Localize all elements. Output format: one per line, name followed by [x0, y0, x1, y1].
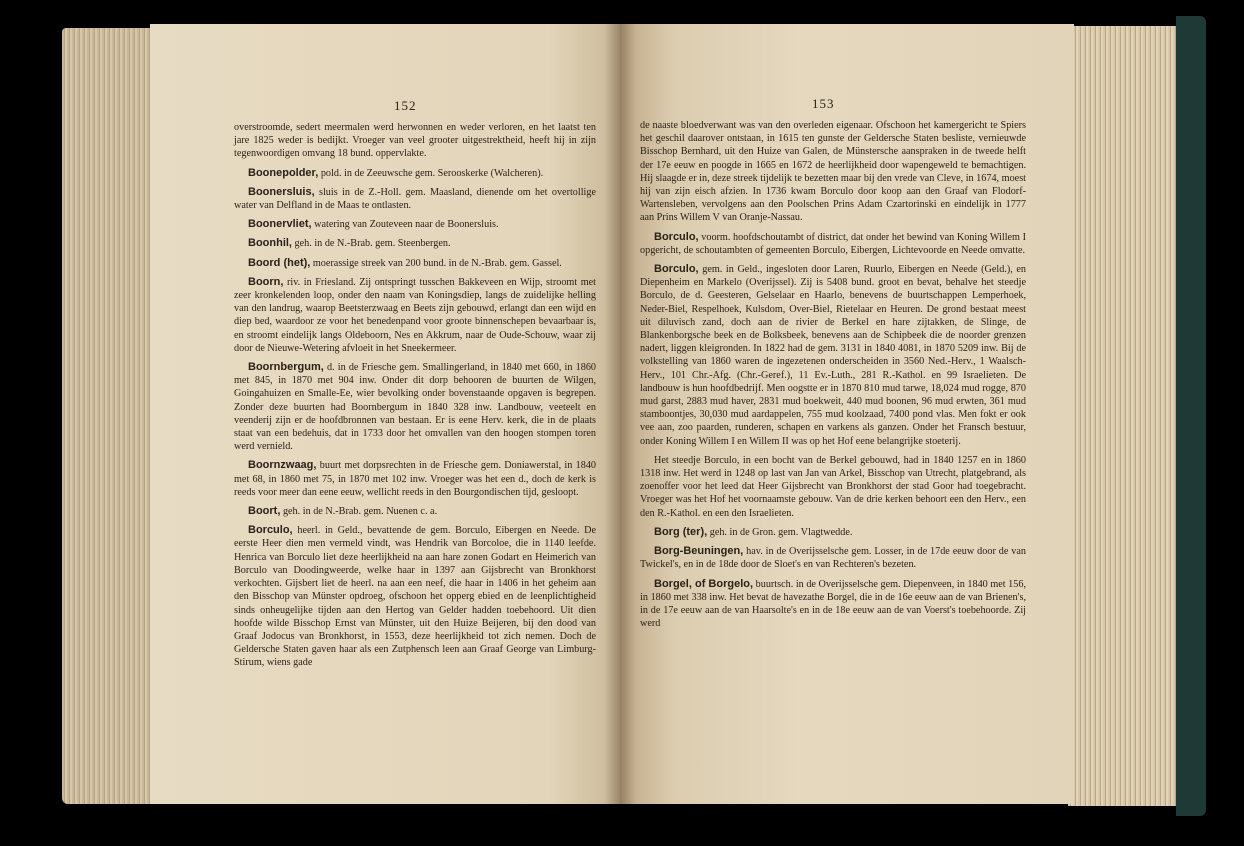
- page-number: 152: [394, 98, 417, 113]
- entry: overstroomde, sedert meermalen werd herwonnen en weder verloren, en het laatst ten jare 1825 weder is bedijkt. Vroeger van veel grooter uitgestrektheid, heeft hij in zijn tegenwoordigen omvang 18 bund. oppervlakte.: [234, 122, 596, 160]
- entry: Borg-Beuningen, hav. in de Overijsselsche gem. Losser, in de 17de eeuw door de van Twickel's, en in de 18de door de Sloet's en van Rechteren's bezeten.: [640, 545, 1027, 571]
- entry-headword: Boonervliet,: [248, 218, 312, 231]
- entry: Boonhil, geh. in de N.-Brab. gem. Steenbergen.: [248, 237, 451, 250]
- entry: Boonervliet, watering van Zouteveen naar de Boonersluis.: [248, 218, 499, 231]
- entry-headword: Borculo,: [654, 230, 699, 243]
- entry-headword: Borculo,: [654, 263, 699, 276]
- entry-headword: Borg-Beuningen,: [654, 545, 744, 558]
- book-cover: [1176, 16, 1206, 816]
- left-page: [150, 24, 620, 804]
- entry: Borculo, voorm. hoofdschoutambt of district, dat onder het bewind van Koning Willem I opgericht, de schoutambten of gemeenten Borculo, Eibergen, Lichtevoorde en Neede omvatte.: [640, 230, 1026, 256]
- entry: Borculo, heerl. in Geld., bevattende de gem. Borculo, Eibergen en Neede. De eerste Heer dien men vermeld vindt, was Hendrik van Borcoloe, die in 1140 leefde. Henrica van Borculo liet deze heerlijkheid na aan hare zonen Godart en Heimerich van Borculo van Doodingweerde, welke haar in 1397 aan Gijsbrecht van Bronkhorst verkochten. Gijsbert liet de heerl. na aan een neef, die haar in 1406 in het geheim aan den Bisschop van Münster opdroeg, ofschoon het opperg ebied en de leenplichtigheid sinds onheugelijke tijden aan den Hertog van Gelder hadden toebehoord. Uit dien hoofde wilde Bisschop Ernst van Münster, uit den Huize Beijeren, bij den dood van Graaf Jodocus van Bronkhorst, in 1553, deze heerlijkheid tot zich nemen. Doch de Geldersche Staten gaven haar als een Zutphensch leen aan Graaf George van Limburg-Stirum, wiens gade: [234, 524, 596, 669]
- entry-headword: Borg (ter),: [654, 525, 708, 538]
- entry: Boornbergum, d. in de Friesche gem. Smallingerland, in 1840 met 660, in 1860 met 845, in 1870 met 904 inw. Onder dit dorp behooren de buurten de Wilgen, Goingahuizen en Smalle-Ee, wier bevolking onder bovenstaande opgaven is begrepen. Zonder deze buurten had Boornbergum in 1840 328 inw. Landbouw, veeteelt en veenderij zijn er de hoofdbronnen van bestaan. Er is eene Herv. kerk, die in de plaats staat van een bedehuis, dat in 1733 door het omvallen van den hoogen stompen toren werd vernield.: [234, 361, 597, 453]
- entry: Borg (ter), geh. in de Gron. gem. Vlagtwedde.: [654, 525, 853, 538]
- entry-headword: Boorn,: [248, 275, 284, 288]
- entry: Boonersluis, sluis in de Z.-Holl. gem. Maasland, dienende om het overtollige water van Delfland in de Maas te ontlasten.: [234, 185, 596, 212]
- entry: Borculo, gem. in Geld., ingesloten door Laren, Ruurlo, Eibergen en Neede (Geld.), en Diepenheim en Markelo (Overijssel). Zij is 5408 bund. groot en bevat, behalve het steedje Borculo, de d. Geesteren, Gelselaar en Haarlo, benevens de buurtschappen Lemperhoek, Neder-Biel, Respelhoek, Kulsdom, Over-Biel, Rietelaar en Heuren. De grond bestaat meest uit diluvisch zand, doch aan de rivier de Berkel en hare zijtakken, de Slinge, de Blankenborgsche beek en de Bolksbeek, benevens aan de Schipbeek die de noorder grenzen nadert, liggen kleigronden. In 1822 had de gem. 3131 in 1840 4081, in 1870 5209 inw. Bij de volkstelling van 1860 waren de ingezetenen onderscheiden in 3560 Ned.-Herv., 1 Waalsch-Herv., 101 Chr.-Afg. (Chr.-Geref.), 11 Ev.-Luth., 281 R.-Kathol. en 99 Israelieten. De landbouw is hun hoofdbedrijf. Men oogstte er in 1870 810 mud tarwe, 18,024 mud rogge, 870 mud garst, 2883 mud haver, 2831 mud boekweit, 440 mud boonen, 96 mud erwten, 361 mud stamboontjes, 30,030 mud aardappelen, 755 mud koolzaad, 7400 pond vlas. Men fokt er ook vee aan, zoo paarden, runderen, schapen en varkens als ganzen. Onder het Fransch bestuur, onder Koning Willem I en Willem II was op het Hof eene belangrijke stoeterij.: [640, 263, 1026, 447]
- entry: Boonepolder, pold. in de Zeeuwsche gem. Serooskerke (Walcheren).: [248, 166, 544, 179]
- left-page-edges: [62, 28, 158, 804]
- entry-headword: Boonersluis,: [248, 185, 315, 198]
- entry-headword: Boonepolder,: [248, 166, 319, 179]
- entry-headword: Boornbergum,: [248, 361, 324, 374]
- entry: Boord (het), moerassige streek van 200 bund. in de N.-Brab. gem. Gassel.: [248, 256, 562, 269]
- entry-headword: Borculo,: [248, 524, 293, 537]
- entry-headword: Boornzwaag,: [248, 459, 317, 472]
- entry: Boort, geh. in de N.-Brab. gem. Nuenen c. a.: [248, 505, 438, 518]
- entry-headword: Boord (het),: [248, 256, 311, 269]
- entry: Boorn, riv. in Friesland. Zij ontspringt tusschen Bakkeveen en Wijp, stroomt met zeer kronkelenden loop, onder den naam van Koningsdiep, langs de zuidelijke helling van den landrug, waarop Beetsterzwaag en Beets zijn gebouwd, erlangt dan een wijd en diep bed, waardoor ze voor het benedenpand voor groote binnenschepen bevaarbaar is, en stroomt eindelijk langs Oldeboorn, Nes en Akkrum, naar de Oude-Schouw, waar zij door de Nieuwe-Wetering afvloeit in het Sneekermeer.: [234, 275, 597, 354]
- right-page: [620, 24, 1074, 804]
- page-number: 153: [812, 96, 835, 111]
- entry-headword: Borgel, of Borgelo,: [654, 577, 754, 590]
- right-page-text: [640, 119, 1026, 636]
- entry: Borgel, of Borgelo, buurtsch. in de Overijsselsche gem. Diepenveen, in 1840 met 156, in 1860 met 338 inw. Het bevat de havezathe Borgel, die in de 16e eeuw aan de van Brienen's, in de 17e eeuw aan de van Haarsolte's en in de 18e eeuw aan de van Voerst's toebehoorde. Zij werd: [640, 577, 1027, 630]
- left-page-text: [234, 121, 596, 676]
- entry-headword: Boonhil,: [248, 237, 292, 250]
- entry-headword: Boort,: [248, 505, 281, 518]
- entry: Het steedje Borculo, in een bocht van de Berkel gebouwd, had in 1840 1257 en in 1860 1318 inw. Het werd in 1248 op last van Jan van Arkel, Bisschop van Utrecht, platgebrand, als zoenoffer voor het leed dat Heer Gijsbrecht van Bronkhorst der stad Goor had toegebracht. Vroeger was het Hof het voornaamste gebouw. Van de drie kerken behoort een den Herv., een den R.-Kathol. en een den Israelieten.: [640, 454, 1026, 519]
- book-gutter: [604, 24, 636, 804]
- entry: de naaste bloedverwant was van den overleden eigenaar. Ofschoon het kamergericht te Spiers het geschil daarover ontstaan, in 1615 ten gunste der Geldersche Staten besliste, vernieuwde Bisschop Bernhard, uit den Huize van Galen, de Münstersche aanspraken in de tweede helft der 17e eeuw en poogde in 1665 en 1672 de heerlijkheid door wapengeweld te bemachtigen. Hij slaagde er in, deze streek tijdelijk te bezetten maar bij den vrede van Cleve, in 1674, moest hij van zijn eisch afzien. In 1736 kwam Borculo door koop aan den Graaf van Flodorf-Wartensleben, vervolgens aan den Poolschen Prins Adam Czartorinski en eindelijk in 1777 aan Prins Willem V van Oranje-Nassau.: [640, 120, 1026, 224]
- entry: Boornzwaag, buurt met dorpsrechten in de Friesche gem. Doniawerstal, in 1840 met 68, in 1860 met 75, in 1870 met 102 inw. Vroeger was het een d., doch de kerk is reeds voor meer dan eene eeuw, wellicht reeds in den Bourgondischen tijd, gesloopt.: [234, 459, 597, 498]
